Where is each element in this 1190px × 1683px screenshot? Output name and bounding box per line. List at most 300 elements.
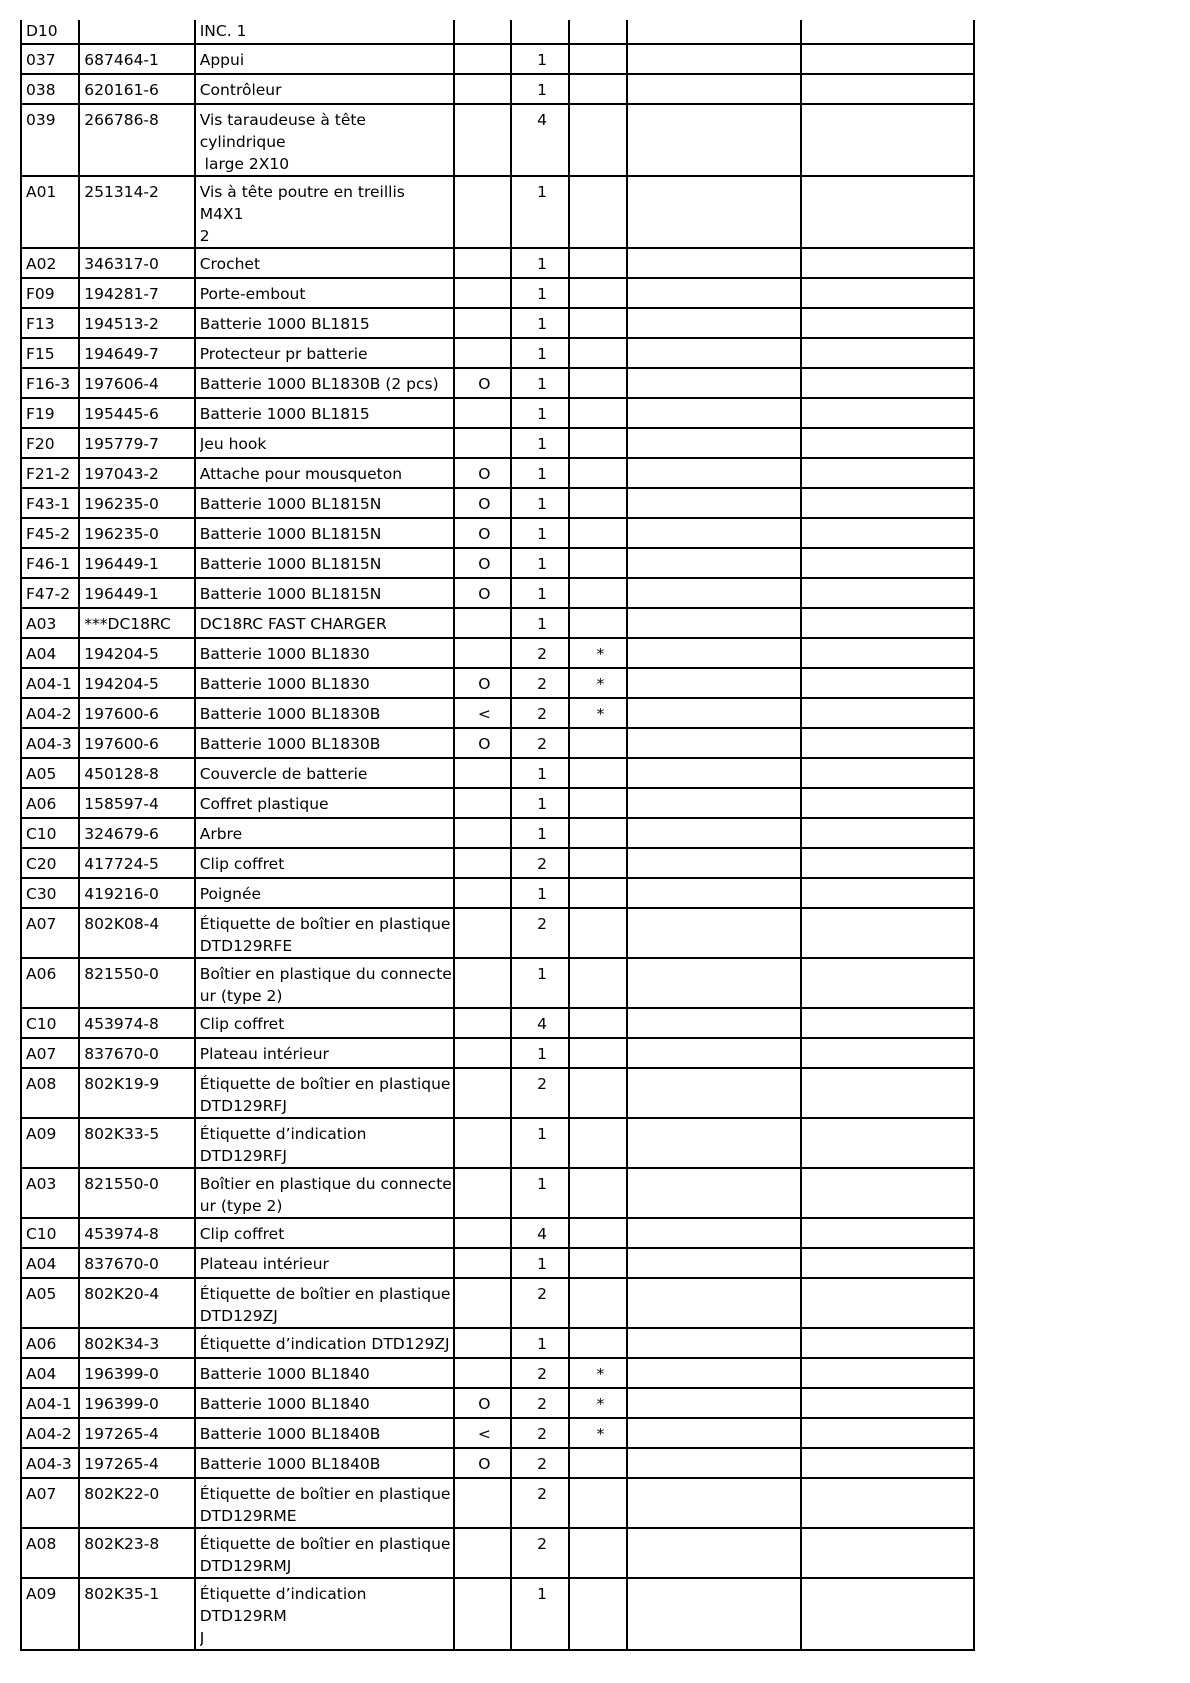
- part-number-cell-text: 802K23-8: [84, 1535, 160, 1553]
- part-number-cell-text: 802K20-4: [84, 1285, 160, 1303]
- description-cell: [195, 44, 454, 74]
- note-cell: [569, 1328, 627, 1358]
- quantity-cell: [511, 1418, 569, 1448]
- extra-cell-1-text: [632, 909, 800, 913]
- quantity-cell: [511, 848, 569, 878]
- extra-cell-1: [627, 878, 801, 908]
- extra-cell-2: [801, 608, 974, 638]
- quantity-cell: [511, 1248, 569, 1278]
- option-cell-text: O: [478, 375, 491, 393]
- description-cell: [195, 368, 454, 398]
- note-cell: [569, 638, 627, 668]
- note-cell-text: [574, 849, 626, 853]
- table-row: [21, 818, 974, 848]
- ref-cell-text: A04-3: [26, 1455, 72, 1473]
- quantity-cell-text: 2: [537, 1455, 547, 1473]
- description-cell: [195, 1328, 454, 1358]
- part-number-cell: [79, 1528, 194, 1578]
- option-cell: [454, 788, 511, 818]
- option-cell: [454, 1578, 511, 1650]
- note-cell: [569, 338, 627, 368]
- extra-cell-1-text: [632, 309, 800, 313]
- quantity-cell-text: 2: [537, 735, 547, 753]
- description-cell: [195, 278, 454, 308]
- description-cell-text: Étiquette de boîtier en plastique DTD129RME: [199, 1485, 451, 1525]
- table-row: [21, 1448, 974, 1478]
- table-row: [21, 278, 974, 308]
- note-cell-text: [574, 579, 626, 583]
- extra-cell-2-text: [806, 459, 973, 463]
- quantity-cell: [511, 44, 569, 74]
- extra-cell-2-text: [806, 369, 973, 373]
- option-cell: [454, 74, 511, 104]
- extra-cell-1: [627, 104, 801, 176]
- ref-cell-text: A06: [26, 965, 57, 983]
- part-number-cell: [79, 1328, 194, 1358]
- part-number-cell-text: 802K35-1: [84, 1585, 160, 1603]
- option-cell-text: [459, 1119, 510, 1123]
- description-cell: [195, 518, 454, 548]
- extra-cell-1: [627, 908, 801, 958]
- description-cell: [195, 848, 454, 878]
- extra-cell-2-text: [806, 1479, 973, 1483]
- extra-cell-1: [627, 668, 801, 698]
- extra-cell-1: [627, 638, 801, 668]
- extra-cell-2-text: [806, 105, 973, 109]
- quantity-cell-text: 2: [537, 1075, 547, 1093]
- ref-cell-text: C10: [26, 1225, 57, 1243]
- note-cell-text: [574, 309, 626, 313]
- ref-cell-text: F47-2: [26, 585, 71, 603]
- quantity-cell: [511, 1118, 569, 1168]
- option-cell-text: [459, 639, 510, 643]
- part-number-cell: [79, 1358, 194, 1388]
- extra-cell-2: [801, 1038, 974, 1068]
- extra-cell-1-text: [632, 879, 800, 883]
- note-cell: [569, 428, 627, 458]
- extra-cell-1-text: [632, 789, 800, 793]
- part-number-cell-text: 417724-5: [84, 855, 159, 873]
- extra-cell-1-text: [632, 639, 800, 643]
- part-number-cell-text: 196399-0: [84, 1395, 159, 1413]
- description-cell: [195, 1388, 454, 1418]
- quantity-cell-text: 1: [537, 465, 547, 483]
- description-cell: [195, 818, 454, 848]
- ref-cell: [21, 368, 79, 398]
- quantity-cell-text: 1: [537, 1585, 547, 1603]
- ref-cell-text: A05: [26, 765, 57, 783]
- part-number-cell-text: 802K34-3: [84, 1335, 160, 1353]
- note-cell: [569, 248, 627, 278]
- note-cell-text: [574, 177, 626, 181]
- note-cell-text: [574, 75, 626, 79]
- table-row: [21, 638, 974, 668]
- extra-cell-1-text: [632, 1329, 800, 1333]
- option-cell: [454, 1008, 511, 1038]
- extra-cell-1-text: [632, 1479, 800, 1483]
- note-cell: [569, 278, 627, 308]
- description-cell-text: Batterie 1000 BL1815: [199, 315, 370, 333]
- ref-cell: [21, 608, 79, 638]
- ref-cell: [21, 1068, 79, 1118]
- extra-cell-1-text: [632, 1449, 800, 1453]
- ref-cell-text: F46-1: [26, 555, 71, 573]
- ref-cell: [21, 1168, 79, 1218]
- table-row: [21, 74, 974, 104]
- extra-cell-2: [801, 698, 974, 728]
- extra-cell-1: [627, 1528, 801, 1578]
- table-row: [21, 1218, 974, 1248]
- description-cell: [195, 758, 454, 788]
- extra-cell-2-text: [806, 1169, 973, 1173]
- part-number-cell: [79, 278, 194, 308]
- extra-cell-2: [801, 788, 974, 818]
- part-number-cell: [79, 74, 194, 104]
- description-cell: [195, 1168, 454, 1218]
- description-cell: [195, 1578, 454, 1650]
- ref-cell-text: A04: [26, 1255, 57, 1273]
- extra-cell-2: [801, 1578, 974, 1650]
- option-cell: [454, 1528, 511, 1578]
- quantity-cell: [511, 428, 569, 458]
- extra-cell-1: [627, 176, 801, 248]
- part-number-cell-text: 194281-7: [84, 285, 159, 303]
- ref-cell: [21, 638, 79, 668]
- part-number-cell: [79, 1038, 194, 1068]
- option-cell: [454, 278, 511, 308]
- option-cell-text: [459, 249, 510, 253]
- description-cell: [195, 638, 454, 668]
- extra-cell-1-text: [632, 1009, 800, 1013]
- description-cell-text: Clip coffret: [199, 1225, 285, 1243]
- description-cell-text: Arbre: [199, 825, 243, 843]
- table-row: [21, 608, 974, 638]
- extra-cell-1: [627, 578, 801, 608]
- option-cell: [454, 1168, 511, 1218]
- option-cell: [454, 608, 511, 638]
- option-cell-text: [459, 105, 510, 109]
- description-cell: [195, 1278, 454, 1328]
- extra-cell-1-text: [632, 429, 800, 433]
- table-row: [21, 908, 974, 958]
- description-cell: [195, 308, 454, 338]
- option-cell-text: [459, 1529, 510, 1533]
- note-cell-text: [574, 609, 626, 613]
- extra-cell-2-text: [806, 1219, 973, 1223]
- quantity-cell-text: 2: [537, 675, 547, 693]
- extra-cell-2: [801, 638, 974, 668]
- part-number-cell-text: 251314-2: [84, 183, 159, 201]
- extra-cell-1: [627, 1418, 801, 1448]
- extra-cell-2: [801, 958, 974, 1008]
- note-cell: [569, 758, 627, 788]
- extra-cell-2-text: [806, 339, 973, 343]
- description-cell: [195, 908, 454, 958]
- extra-cell-1-text: [632, 819, 800, 823]
- ref-cell: [21, 788, 79, 818]
- extra-cell-2: [801, 1448, 974, 1478]
- part-number-cell: [79, 878, 194, 908]
- part-number-cell: [79, 1168, 194, 1218]
- quantity-cell-text: 2: [537, 1485, 547, 1503]
- ref-cell-text: A04-1: [26, 1395, 72, 1413]
- note-cell-text: [574, 1069, 626, 1073]
- option-cell: [454, 518, 511, 548]
- extra-cell-1-text: [632, 579, 800, 583]
- extra-cell-2-text: [806, 549, 973, 553]
- option-cell-text: [459, 1009, 510, 1013]
- ref-cell-text: A05: [26, 1285, 57, 1303]
- part-number-cell-text: 266786-8: [84, 111, 159, 129]
- note-cell-text: [574, 549, 626, 553]
- extra-cell-2-text: [806, 279, 973, 283]
- description-cell: [195, 1068, 454, 1118]
- extra-cell-2: [801, 398, 974, 428]
- part-number-cell-text: 453974-8: [84, 1015, 159, 1033]
- extra-cell-1: [627, 1118, 801, 1168]
- table-row: [21, 44, 974, 74]
- note-cell-text: [574, 1219, 626, 1223]
- option-cell-text: [459, 399, 510, 403]
- part-number-cell-text: 196449-1: [84, 585, 159, 603]
- extra-cell-1: [627, 818, 801, 848]
- part-number-cell-text: 196449-1: [84, 555, 159, 573]
- extra-cell-2: [801, 1118, 974, 1168]
- quantity-cell-text: 1: [537, 495, 547, 513]
- part-number-cell-text: 802K19-9: [84, 1075, 160, 1093]
- quantity-cell: [511, 1528, 569, 1578]
- quantity-cell: [511, 368, 569, 398]
- option-cell: [454, 1358, 511, 1388]
- quantity-cell: [511, 728, 569, 758]
- description-cell-text: Batterie 1000 BL1830: [199, 645, 370, 663]
- option-cell-text: [459, 1069, 510, 1073]
- extra-cell-2-text: [806, 1449, 973, 1453]
- note-cell: [569, 1068, 627, 1118]
- extra-cell-2: [801, 488, 974, 518]
- ref-cell: [21, 1038, 79, 1068]
- option-cell-text: [459, 759, 510, 763]
- extra-cell-1: [627, 338, 801, 368]
- ref-cell-text: A01: [26, 183, 57, 201]
- part-number-cell: [79, 44, 194, 74]
- note-cell: [569, 1448, 627, 1478]
- table-row: [21, 698, 974, 728]
- option-cell: [454, 1448, 511, 1478]
- quantity-cell: [511, 638, 569, 668]
- extra-cell-2-text: [806, 1279, 973, 1283]
- extra-cell-2: [801, 1328, 974, 1358]
- description-cell: [195, 1418, 454, 1448]
- part-number-cell-text: 197043-2: [84, 465, 159, 483]
- quantity-cell: [511, 548, 569, 578]
- description-cell: [195, 578, 454, 608]
- extra-cell-1: [627, 728, 801, 758]
- extra-cell-1: [627, 1478, 801, 1528]
- ref-cell-text: A09: [26, 1585, 57, 1603]
- option-cell: [454, 398, 511, 428]
- description-cell: [195, 176, 454, 248]
- ref-cell-text: A03: [26, 1175, 57, 1193]
- ref-cell: [21, 248, 79, 278]
- note-cell: [569, 1358, 627, 1388]
- note-cell-text: [574, 959, 626, 963]
- description-cell: [195, 878, 454, 908]
- extra-cell-1: [627, 278, 801, 308]
- extra-cell-1-text: [632, 489, 800, 493]
- extra-cell-1: [627, 958, 801, 1008]
- extra-cell-1-text: [632, 959, 800, 963]
- part-number-cell: [79, 20, 194, 44]
- extra-cell-1-text: [632, 759, 800, 763]
- ref-cell-text: C10: [26, 1015, 57, 1033]
- note-cell-text: [574, 1449, 626, 1453]
- note-cell: [569, 1388, 627, 1418]
- quantity-cell-text: 1: [537, 615, 547, 633]
- quantity-cell-text: 4: [537, 111, 547, 129]
- description-cell-text: Attache pour mousqueton: [199, 465, 403, 483]
- table-row: [21, 728, 974, 758]
- ref-cell-text: A08: [26, 1535, 57, 1553]
- note-cell: [569, 308, 627, 338]
- part-number-cell: [79, 578, 194, 608]
- quantity-cell: [511, 788, 569, 818]
- description-cell-text: Poignée: [199, 885, 262, 903]
- quantity-cell-text: 1: [537, 555, 547, 573]
- ref-cell-text: 039: [26, 111, 56, 129]
- extra-cell-1: [627, 248, 801, 278]
- ref-cell-text: C20: [26, 855, 57, 873]
- part-number-cell-text: 453974-8: [84, 1225, 159, 1243]
- description-cell-text: Plateau intérieur: [199, 1045, 329, 1063]
- extra-cell-2: [801, 908, 974, 958]
- option-cell-text: [459, 1579, 510, 1583]
- quantity-cell: [511, 698, 569, 728]
- table-row: [21, 1068, 974, 1118]
- description-cell: [195, 398, 454, 428]
- extra-cell-2-text: [806, 819, 973, 823]
- extra-cell-2-text: [806, 249, 973, 253]
- extra-cell-1: [627, 398, 801, 428]
- part-number-cell-text: 196235-0: [84, 525, 159, 543]
- table-row: [21, 1118, 974, 1168]
- part-number-cell: [79, 308, 194, 338]
- option-cell-text: O: [478, 465, 491, 483]
- quantity-cell-text: 1: [537, 1045, 547, 1063]
- part-number-cell-text: 620161-6: [84, 81, 159, 99]
- extra-cell-2-text: [806, 399, 973, 403]
- ref-cell-text: F43-1: [26, 495, 71, 513]
- option-cell-text: [459, 1329, 510, 1333]
- option-cell-text: [459, 1169, 510, 1173]
- note-cell: [569, 1278, 627, 1328]
- extra-cell-2: [801, 20, 974, 44]
- extra-cell-2-text: [806, 429, 973, 433]
- part-number-cell-text: 802K33-5: [84, 1125, 160, 1143]
- quantity-cell: [511, 818, 569, 848]
- extra-cell-2-text: [806, 959, 973, 963]
- quantity-cell-text: 2: [537, 645, 547, 663]
- extra-cell-2: [801, 1358, 974, 1388]
- ref-cell: [21, 878, 79, 908]
- note-cell-text: [574, 1119, 626, 1123]
- quantity-cell-text: 1: [537, 183, 547, 201]
- extra-cell-1-text: [632, 1219, 800, 1223]
- part-number-cell-text: 197600-6: [84, 735, 159, 753]
- extra-cell-1-text: [632, 105, 800, 109]
- extra-cell-1: [627, 1578, 801, 1650]
- quantity-cell: [511, 958, 569, 1008]
- quantity-cell-text: 1: [537, 1255, 547, 1273]
- table-row: [21, 398, 974, 428]
- extra-cell-1: [627, 548, 801, 578]
- extra-cell-2: [801, 1278, 974, 1328]
- ref-cell: [21, 1248, 79, 1278]
- description-cell: [195, 20, 454, 44]
- extra-cell-2: [801, 338, 974, 368]
- part-number-cell-text: 802K08-4: [84, 915, 160, 933]
- extra-cell-2-text: [806, 489, 973, 493]
- ref-cell: [21, 488, 79, 518]
- extra-cell-2: [801, 176, 974, 248]
- option-cell-text: [459, 909, 510, 913]
- option-cell-text: [459, 429, 510, 433]
- option-cell: [454, 1038, 511, 1068]
- part-number-cell: [79, 1478, 194, 1528]
- table-row: [21, 1038, 974, 1068]
- part-number-cell-text: 687464-1: [84, 51, 159, 69]
- part-number-cell: [79, 368, 194, 398]
- ref-cell-text: D10: [26, 22, 58, 40]
- description-cell: [195, 1528, 454, 1578]
- option-cell: [454, 428, 511, 458]
- extra-cell-2-text: [806, 1119, 973, 1123]
- extra-cell-1: [627, 1168, 801, 1218]
- extra-cell-1: [627, 518, 801, 548]
- description-cell-text: Étiquette de boîtier en plastique DTD129RMJ: [199, 1535, 451, 1575]
- part-number-cell: [79, 104, 194, 176]
- table-row: [21, 878, 974, 908]
- quantity-cell-text: 1: [537, 51, 547, 69]
- part-number-cell: [79, 1418, 194, 1448]
- extra-cell-2-text: [806, 669, 973, 673]
- description-cell: [195, 1478, 454, 1528]
- quantity-cell: [511, 608, 569, 638]
- quantity-cell: [511, 1278, 569, 1328]
- quantity-cell: [511, 1038, 569, 1068]
- option-cell-text: [459, 279, 510, 283]
- table-row: [21, 176, 974, 248]
- part-number-cell: [79, 398, 194, 428]
- extra-cell-1: [627, 758, 801, 788]
- note-cell-text: [574, 759, 626, 763]
- extra-cell-2: [801, 818, 974, 848]
- description-cell-text: Batterie 1000 BL1840: [199, 1365, 370, 1383]
- extra-cell-1-text: [632, 1389, 800, 1393]
- description-cell-text: Batterie 1000 BL1830B (2 pcs): [199, 375, 439, 393]
- ref-cell: [21, 758, 79, 788]
- extra-cell-2-text: [806, 879, 973, 883]
- extra-cell-1-text: [632, 849, 800, 853]
- quantity-cell: [511, 398, 569, 428]
- ref-cell: [21, 728, 79, 758]
- ref-cell-text: A04-2: [26, 705, 72, 723]
- ref-cell: [21, 1478, 79, 1528]
- ref-cell-text: F45-2: [26, 525, 71, 543]
- part-number-cell-text: 158597-4: [84, 795, 159, 813]
- option-cell-text: [459, 849, 510, 853]
- ref-cell: [21, 308, 79, 338]
